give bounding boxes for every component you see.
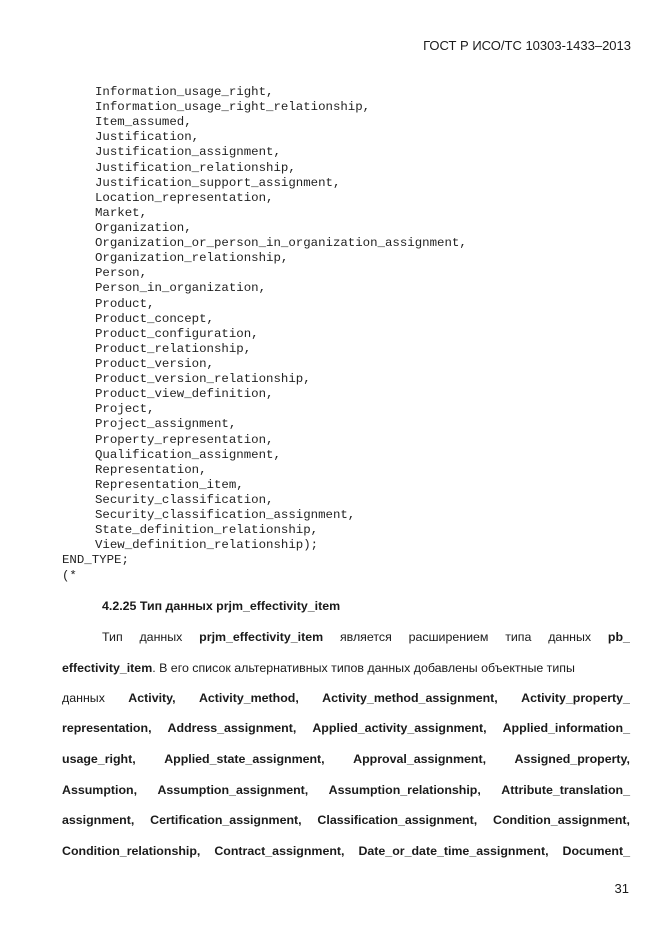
type-name: Classification_assignment, — [317, 813, 478, 827]
type-name: Approval_assignment, — [353, 752, 487, 766]
code-line: Property_representation, — [95, 432, 274, 447]
code-line: Justification_relationship, — [95, 160, 296, 175]
code-line: Product_version_relationship, — [95, 372, 311, 387]
code-line: Justification_support_assignment, — [95, 175, 341, 190]
code-line: Person, — [95, 266, 148, 281]
code-line: Person_in_organization, — [95, 281, 267, 296]
code-line: Information_usage_right_relationship, — [95, 100, 371, 115]
type-name: Applied_activity_assignment, — [312, 721, 487, 735]
paragraph-line-8 — [62, 844, 630, 860]
type-name: pb_ — [607, 630, 630, 644]
type-name: Condition_relationship, — [62, 844, 201, 858]
type-name: Applied_state_assignment, — [164, 752, 325, 766]
code-line: Project_assignment, — [95, 417, 237, 432]
comment-open-line: (* — [62, 568, 77, 583]
standard-header: ГОСТ Р ИСО/ТС 10303-1433–2013 — [423, 38, 631, 53]
code-line: Product_version, — [95, 356, 214, 371]
paragraph-line-3 — [62, 691, 630, 707]
section-heading: 4.2.25 Тип данных prjm_effectivity_item — [102, 599, 341, 613]
code-line: Project, — [95, 402, 155, 417]
code-line: Market, — [95, 205, 148, 220]
code-line: Product_view_definition, — [95, 387, 274, 402]
type-name: Certification_assignment, — [150, 813, 302, 827]
code-line: Security_classification_assignment, — [95, 508, 356, 523]
word: Тип — [102, 630, 123, 644]
code-line: Justification_assignment, — [95, 145, 281, 160]
type-name: Address_assignment, — [167, 721, 297, 735]
paragraph-line-4 — [62, 721, 630, 737]
code-line: Representation_item, — [95, 477, 244, 492]
code-line: Product_concept, — [95, 311, 214, 326]
code-line: Product, — [95, 296, 155, 311]
type-name: prjm_effectivity_item — [199, 630, 324, 644]
paragraph-line-6 — [62, 783, 630, 799]
word: является — [339, 630, 392, 644]
code-line: Product_relationship, — [95, 341, 252, 356]
page-number: 31 — [614, 881, 629, 896]
paragraph-line-5 — [62, 752, 630, 768]
type-name: Applied_information_ — [502, 721, 630, 735]
code-line: Qualification_assignment, — [95, 447, 281, 462]
code-line: View_definition_relationship); — [95, 538, 319, 553]
type-name: Assumption_assignment, — [157, 783, 309, 797]
code-line: Security_classification, — [95, 492, 274, 507]
paragraph-line-7 — [62, 813, 630, 829]
code-line: Organization_relationship, — [95, 251, 289, 266]
type-name: Activity_method_assignment, — [322, 691, 498, 705]
paragraph-line-1 — [62, 630, 630, 646]
type-name: effectivity_item — [62, 661, 153, 675]
type-name: usage_right, — [62, 752, 136, 766]
type-name: Contract_assignment, — [214, 844, 345, 858]
code-line: Product_configuration, — [95, 326, 259, 341]
express-code-block — [62, 85, 467, 584]
code-line: Item_assumed, — [95, 115, 192, 130]
type-name: Date_or_date_time_assignment, — [358, 844, 549, 858]
type-name: Document_ — [562, 844, 630, 858]
type-name: Activity, — [128, 691, 176, 705]
end-type-line: END_TYPE; — [62, 553, 129, 568]
word: данных — [62, 691, 105, 705]
type-name: assignment, — [62, 813, 135, 827]
code-line: Justification, — [95, 130, 200, 145]
word: данных — [139, 630, 183, 644]
paragraph-line-2 — [62, 661, 630, 677]
code-line: Organization, — [95, 220, 192, 235]
type-name: Activity_method, — [198, 691, 299, 705]
code-line: Organization_or_person_in_organization_assignment, — [95, 236, 467, 251]
code-line: Representation, — [95, 462, 207, 477]
code-line: Location_representation, — [95, 190, 274, 205]
type-name: Assumption_relationship, — [328, 783, 481, 797]
type-name: representation, — [62, 721, 152, 735]
code-line: Information_usage_right, — [95, 85, 274, 99]
paragraph-text: . В его список альтернативных типов данных добавлены объектные типы — [152, 661, 575, 675]
type-name: Attribute_translation_ — [501, 783, 630, 797]
code-line: State_definition_relationship, — [95, 523, 319, 538]
type-name: Activity_property_ — [521, 691, 630, 705]
type-name: Condition_assignment, — [493, 813, 630, 827]
word: расширением — [408, 630, 489, 644]
type-name: Assumption, — [62, 783, 138, 797]
type-name: Assigned_property, — [514, 752, 630, 766]
word: типа — [505, 630, 532, 644]
word: данных — [548, 630, 592, 644]
